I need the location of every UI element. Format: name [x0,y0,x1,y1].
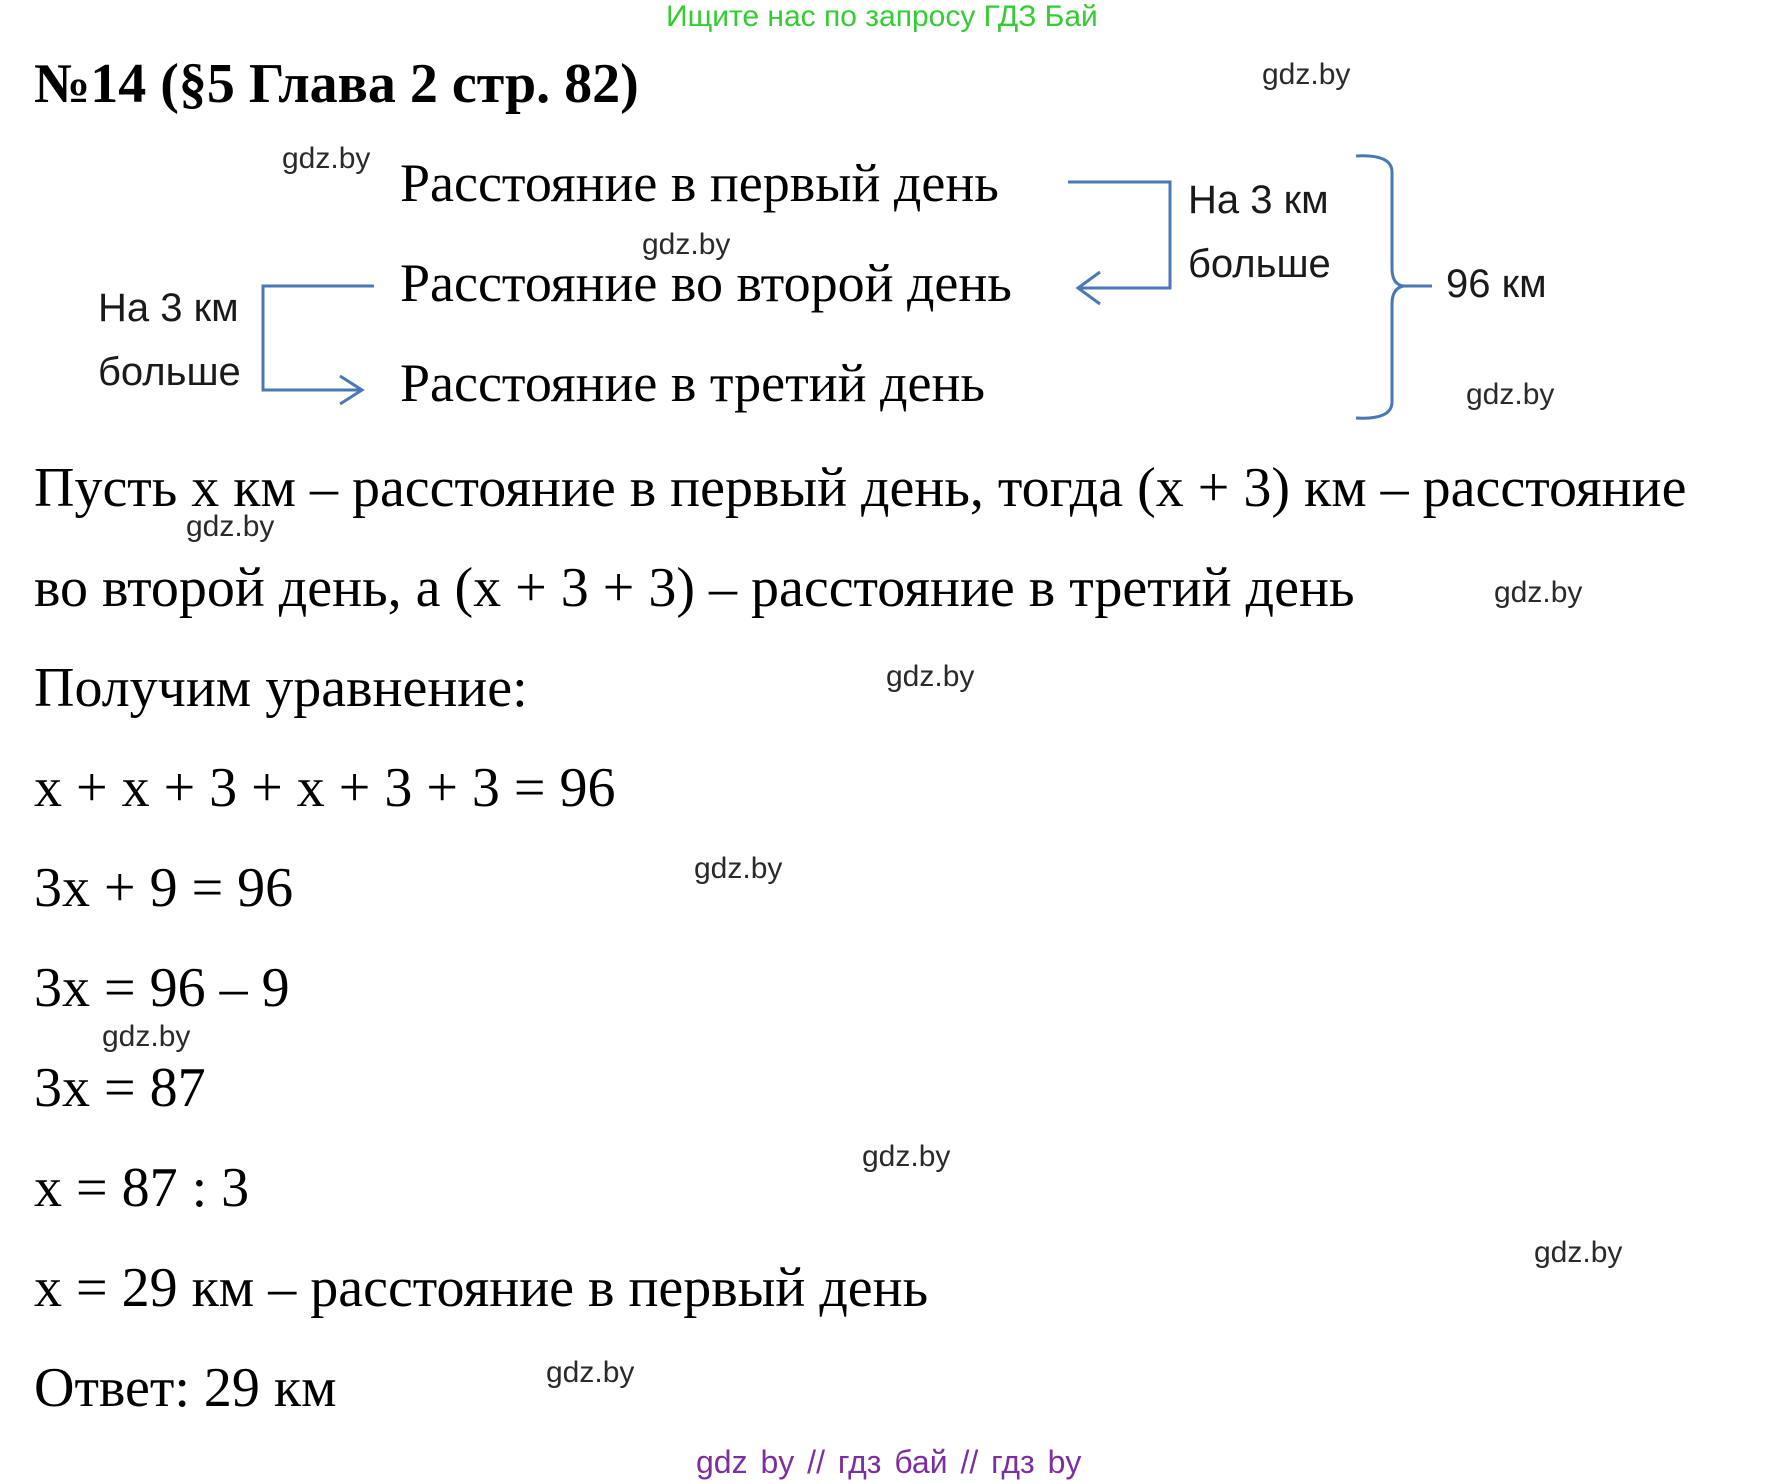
left-connector [263,286,374,390]
right-connector [1068,182,1170,288]
watermark: gdz.by [642,228,731,261]
diagram-row-day2: Расстояние во второй день [400,253,1012,313]
watermark: gdz.by [886,660,975,693]
watermark: gdz.by [1534,1236,1623,1269]
watermark: gdz.by [862,1140,951,1173]
left-label-line2: больше [98,350,241,394]
watermark: gdz.by [282,142,371,175]
diagram-row-day3: Расстояние в третий день [400,353,985,413]
right-label-line1: На 3 км [1188,178,1329,222]
total-brace [1356,156,1404,418]
top-banner[interactable]: Ищите нас по запросу ГДЗ Бай [666,0,1098,33]
watermark: gdz.by [694,852,783,885]
left-label-line1: На 3 км [98,286,239,330]
solution-line2: во второй день, а (x + 3 + 3) – расстояние в третий день [34,557,1355,619]
equation-5: x = 87 : 3 [34,1157,250,1219]
solution-line1: Пусть x км – расстояние в первый день, тогда (x + 3) км – расстояние [34,457,1687,519]
watermark: gdz.by [1494,576,1583,609]
page-title: №14 (§5 Глава 2 стр. 82) [34,53,639,115]
watermark: gdz.by [186,510,275,543]
solution-line3: Получим уравнение: [34,657,528,719]
answer: Ответ: 29 км [34,1357,337,1419]
equation-2: 3x + 9 = 96 [34,857,294,919]
diagram-row-day1: Расстояние в первый день [400,153,999,213]
watermark: gdz.by [1262,58,1351,91]
equation-1: x + x + 3 + x + 3 + 3 = 96 [34,757,616,819]
watermark: gdz.by [102,1020,191,1053]
watermark: gdz.by [1466,378,1555,411]
equation-4: 3x = 87 [34,1057,206,1119]
watermark: gdz.by [546,1356,635,1389]
total-label: 96 км [1446,262,1547,306]
right-label-line2: больше [1188,242,1331,286]
equation-3: 3x = 96 – 9 [34,957,290,1019]
equation-6: x = 29 км – расстояние в первый день [34,1257,929,1319]
footer-links[interactable]: gdz by // гдз бай // гдз by [696,1444,1082,1480]
